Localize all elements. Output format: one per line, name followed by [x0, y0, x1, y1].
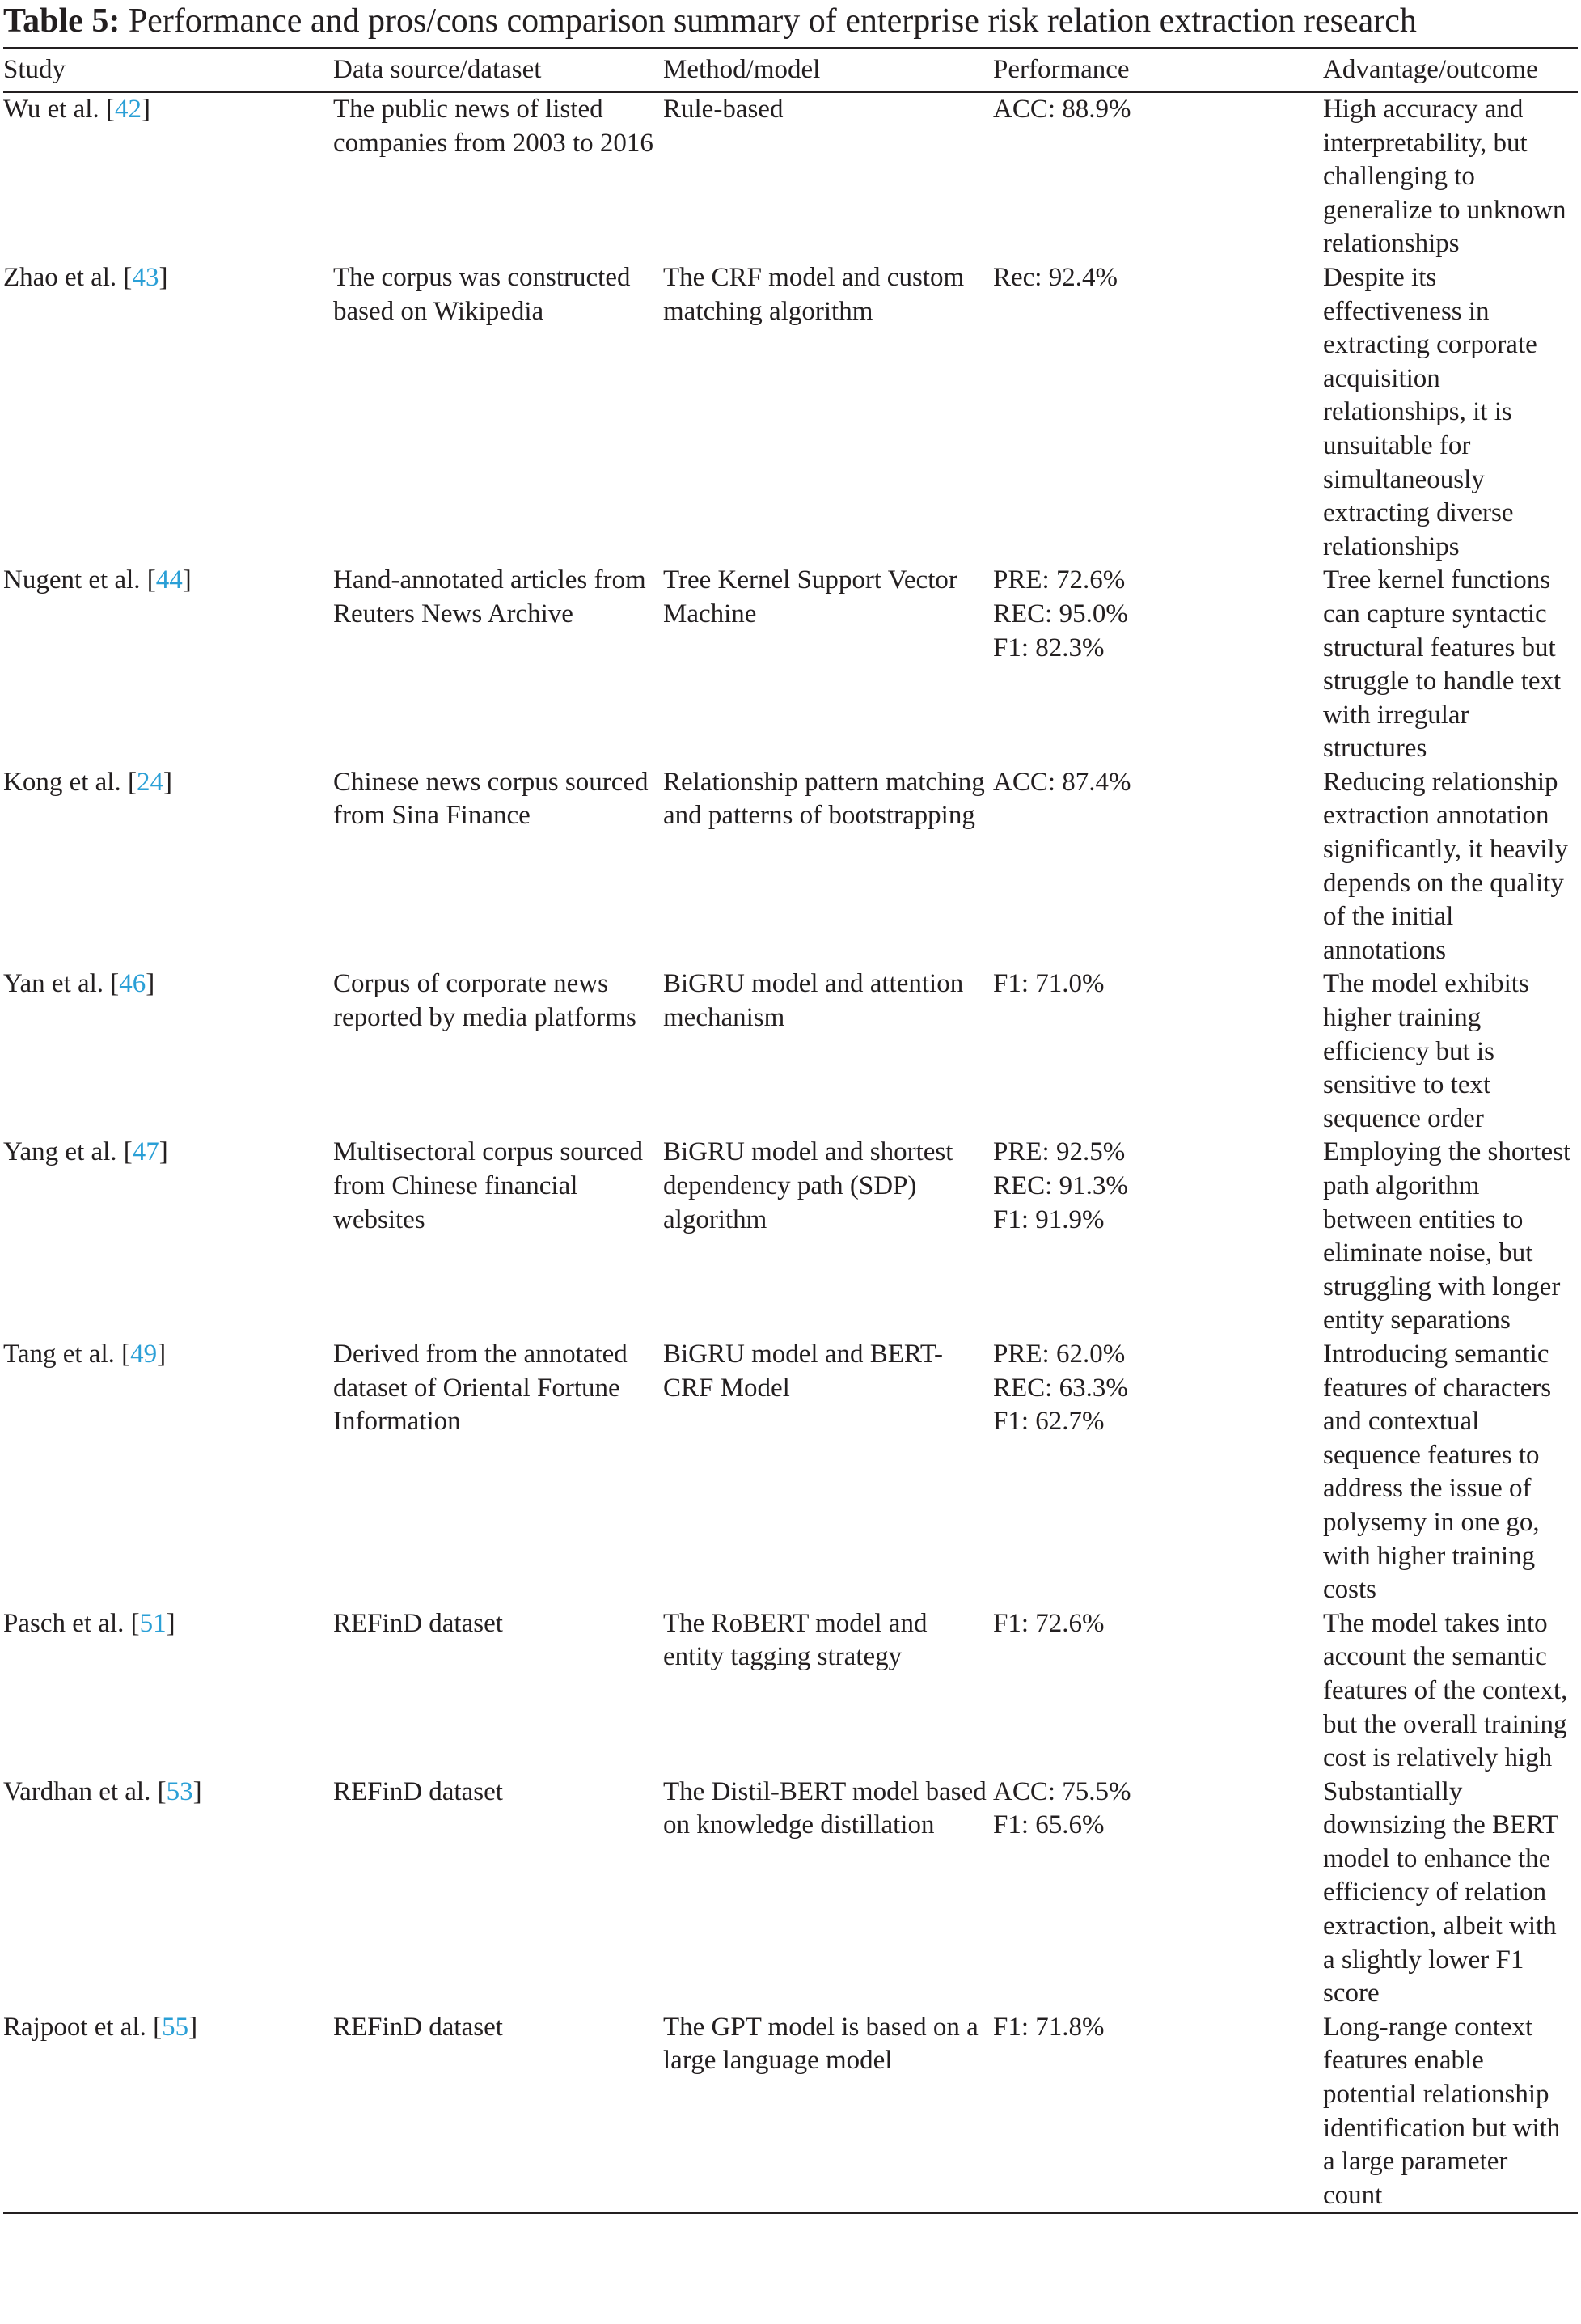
table-caption-label: Table 5:: [3, 2, 120, 40]
advantage-text: The model exhibits higher training efficiency but is sensitive to text sequence order: [1323, 969, 1529, 1133]
study-cell: [3, 967, 333, 1136]
data-source-text: Multisectoral corpus sourced from Chinese financial websites: [333, 1137, 644, 1234]
data-source-cell: [333, 1607, 663, 1776]
advantage-cell: [1323, 2011, 1578, 2214]
performance-metric: F1: 91.9%: [993, 1204, 1105, 1234]
study-bracket-close: ]: [182, 565, 192, 595]
data-source-text: REFinD dataset: [333, 2012, 503, 2042]
table-row: [3, 1338, 1578, 1607]
data-source-cell: [333, 967, 663, 1136]
data-source-text: The corpus was constructed based on Wikipedia: [333, 262, 631, 326]
study-author: Pasch et al. [: [3, 1608, 140, 1638]
reference-link[interactable]: 42: [114, 95, 142, 124]
reference-link[interactable]: 49: [130, 1339, 158, 1369]
study-cell: [3, 564, 333, 766]
table-row: [3, 2011, 1578, 2214]
performance-metric: PRE: 92.5%: [993, 1137, 1126, 1167]
table-row: [3, 261, 1578, 564]
study-author: Tang et al. [: [3, 1339, 131, 1369]
table-body: [3, 92, 1578, 2213]
data-source-cell: [333, 564, 663, 766]
method-cell: [663, 1338, 993, 1607]
method-text: The RoBERT model and entity tagging strategy: [663, 1608, 928, 1672]
study-author: Kong et al. [: [3, 767, 137, 797]
study-bracket-close: ]: [146, 969, 155, 999]
study-author: Wu et al. [: [3, 95, 115, 124]
table-header: [3, 48, 1578, 92]
method-cell: [663, 1607, 993, 1776]
study-bracket-close: ]: [192, 1776, 202, 1806]
method-text: The GPT model is based on a large language model: [663, 2012, 979, 2076]
study-author: Nugent et al. [: [3, 565, 156, 595]
header-data-source: Data source/dataset: [333, 48, 663, 92]
data-source-text: Chinese news corpus sourced from Sina Finance: [333, 767, 649, 831]
method-cell: [663, 766, 993, 968]
performance-list: [993, 261, 1323, 295]
advantage-text: Tree kernel functions can capture syntactic structural features but struggle to handle text with irregular structures: [1323, 565, 1562, 764]
study-author: Yan et al. [: [3, 969, 120, 999]
reference-link[interactable]: 47: [132, 1137, 159, 1167]
performance-metric: REC: 95.0%: [993, 599, 1128, 629]
performance-list: [993, 564, 1323, 665]
table-row: [3, 1607, 1578, 1776]
performance-metric: F1: 72.6%: [993, 1608, 1105, 1638]
performance-metric: REC: 91.3%: [993, 1171, 1128, 1200]
study-author: Zhao et al. [: [3, 262, 133, 292]
performance-list: [993, 1136, 1323, 1237]
performance-list: [993, 93, 1323, 127]
performance-cell: [993, 1607, 1323, 1776]
performance-metric: F1: 71.0%: [993, 969, 1105, 999]
study-cell: [3, 1338, 333, 1607]
data-source-cell: [333, 261, 663, 564]
advantage-text: High accuracy and interpretability, but challenging to generalize to unknown relationships: [1323, 95, 1566, 259]
reference-link[interactable]: 51: [139, 1608, 167, 1638]
method-text: The Distil-BERT model based on knowledge distillation: [663, 1776, 987, 1840]
performance-list: [993, 967, 1323, 1001]
advantage-cell: [1323, 967, 1578, 1136]
reference-link[interactable]: 55: [162, 2012, 189, 2042]
advantage-text: Reducing relationship extraction annotation significantly, it heavily depends on the quality of the initial annotations: [1323, 767, 1569, 965]
data-source-cell: [333, 766, 663, 968]
advantage-cell: [1323, 1776, 1578, 2011]
data-source-cell: [333, 92, 663, 261]
study-cell: [3, 92, 333, 261]
data-source-text: Corpus of corporate news reported by media platforms: [333, 969, 636, 1033]
data-source-cell: [333, 1338, 663, 1607]
study-cell: [3, 766, 333, 968]
reference-link[interactable]: 43: [132, 262, 159, 292]
header-advantage: Advantage/outcome: [1323, 48, 1578, 92]
study-bracket-close: ]: [188, 2012, 198, 2042]
header-row: [3, 48, 1578, 92]
method-cell: [663, 2011, 993, 2214]
reference-link[interactable]: 44: [155, 565, 183, 595]
performance-metric: ACC: 75.5%: [993, 1776, 1131, 1806]
advantage-cell: [1323, 92, 1578, 261]
advantage-text: Despite its effectiveness in extracting corporate acquisition relationships, it is unsuitable for simultaneously extracting diverse relationships: [1323, 262, 1537, 561]
performance-list: [993, 1607, 1323, 1641]
table-row: [3, 1776, 1578, 2011]
performance-list: [993, 766, 1323, 800]
advantage-cell: [1323, 1338, 1578, 1607]
header-method: Method/model: [663, 48, 993, 92]
data-source-text: The public news of listed companies from 2003 to 2016: [333, 95, 653, 158]
performance-metric: PRE: 62.0%: [993, 1339, 1126, 1369]
advantage-text: Substantially downsizing the BERT model to enhance the efficiency of relation extraction, albeit with a slightly lower F1 score: [1323, 1776, 1558, 2009]
performance-cell: [993, 1338, 1323, 1607]
performance-metric: F1: 71.8%: [993, 2012, 1105, 2042]
table-row: [3, 564, 1578, 766]
study-bracket-close: ]: [166, 1608, 175, 1638]
table-row: [3, 766, 1578, 968]
data-source-text: REFinD dataset: [333, 1776, 503, 1806]
advantage-cell: [1323, 1607, 1578, 1776]
advantage-cell: [1323, 564, 1578, 766]
study-bracket-close: ]: [159, 1137, 168, 1167]
data-source-cell: [333, 2011, 663, 2214]
data-source-text: REFinD dataset: [333, 1608, 503, 1638]
data-source-text: Hand-annotated articles from Reuters News Archive: [333, 565, 646, 629]
method-cell: [663, 92, 993, 261]
performance-list: [993, 1776, 1323, 1843]
performance-cell: [993, 2011, 1323, 2214]
header-study: Study: [3, 48, 333, 92]
study-bracket-close: ]: [163, 767, 172, 797]
table-caption: [3, 0, 1578, 42]
advantage-text: The model takes into account the semantic features of the context, but the overall training cost is relatively high: [1323, 1608, 1568, 1773]
performance-cell: [993, 261, 1323, 564]
performance-metric: Rec: 92.4%: [993, 262, 1118, 292]
method-text: BiGRU model and BERT-CRF Model: [663, 1339, 944, 1403]
table-row: [3, 92, 1578, 261]
advantage-text: Long-range context features enable potential relationship identification but with a large parameter count: [1323, 2012, 1561, 2210]
method-text: BiGRU model and attention mechanism: [663, 969, 964, 1033]
study-cell: [3, 1776, 333, 2011]
study-cell: [3, 1607, 333, 1776]
performance-metric: ACC: 88.9%: [993, 95, 1131, 124]
data-source-text: Derived from the annotated dataset of Oriental Fortune Information: [333, 1339, 628, 1437]
method-text: Tree Kernel Support Vector Machine: [663, 565, 957, 629]
data-source-cell: [333, 1136, 663, 1338]
performance-cell: [993, 1136, 1323, 1338]
performance-list: [993, 2011, 1323, 2045]
method-cell: [663, 1776, 993, 2011]
performance-cell: [993, 766, 1323, 968]
method-cell: [663, 967, 993, 1136]
study-cell: [3, 2011, 333, 2214]
study-bracket-close: ]: [157, 1339, 167, 1369]
table-row: [3, 967, 1578, 1136]
method-text: Rule-based: [663, 95, 784, 124]
method-text: BiGRU model and shortest dependency path (SDP) algorithm: [663, 1137, 953, 1234]
reference-link[interactable]: 24: [136, 767, 163, 797]
study-author: Vardhan et al. [: [3, 1776, 167, 1806]
advantage-text: Employing the shortest path algorithm between entities to eliminate noise, but struggling with longer entity separations: [1323, 1137, 1571, 1336]
study-author: Rajpoot et al. [: [3, 2012, 163, 2042]
method-text: The CRF model and custom matching algorithm: [663, 262, 965, 326]
header-performance: Performance: [993, 48, 1323, 92]
study-bracket-close: ]: [159, 262, 168, 292]
performance-metric: F1: 65.6%: [993, 1810, 1105, 1840]
advantage-cell: [1323, 1136, 1578, 1338]
performance-cell: [993, 1776, 1323, 2011]
performance-list: [993, 1338, 1323, 1439]
performance-cell: [993, 564, 1323, 766]
performance-metric: PRE: 72.6%: [993, 565, 1126, 595]
study-cell: [3, 261, 333, 564]
performance-metric: REC: 63.3%: [993, 1373, 1128, 1403]
performance-cell: [993, 967, 1323, 1136]
performance-metric: F1: 62.7%: [993, 1407, 1105, 1437]
table-caption-text: Performance and pros/cons comparison summary of enterprise risk relation extraction research: [128, 2, 1417, 40]
advantage-cell: [1323, 766, 1578, 968]
performance-metric: F1: 82.3%: [993, 633, 1105, 662]
study-author: Yang et al. [: [3, 1137, 133, 1167]
reference-link[interactable]: 53: [166, 1776, 193, 1806]
performance-metric: ACC: 87.4%: [993, 767, 1131, 797]
data-source-cell: [333, 1776, 663, 2011]
study-bracket-close: ]: [141, 95, 150, 124]
method-cell: [663, 1136, 993, 1338]
table-row: [3, 1136, 1578, 1338]
method-cell: [663, 564, 993, 766]
study-cell: [3, 1136, 333, 1338]
comparison-table: [3, 47, 1578, 2214]
advantage-cell: [1323, 261, 1578, 564]
reference-link[interactable]: 46: [119, 969, 146, 999]
performance-cell: [993, 92, 1323, 261]
method-cell: [663, 261, 993, 564]
advantage-text: Introducing semantic features of characters and contextual sequence features to address the issue of polysemy in one go, with higher training costs: [1323, 1339, 1552, 1605]
method-text: Relationship pattern matching and patterns of bootstrapping: [663, 767, 985, 831]
